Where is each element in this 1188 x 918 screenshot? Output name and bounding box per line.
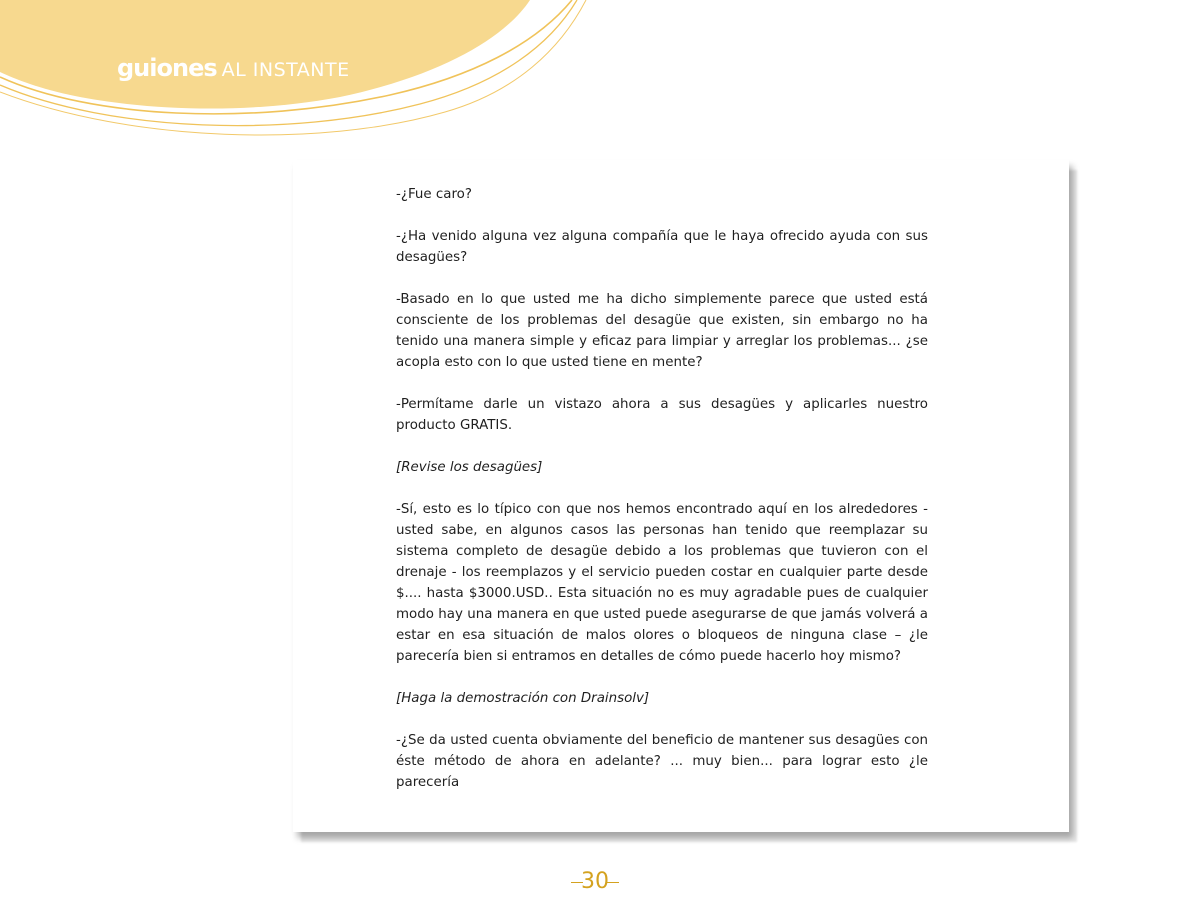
paragraph: -Basado en lo que usted me ha dicho simplemente parece que usted está consciente de los problemas del desagüe que existen, sin embargo no ha tenido una manera simple y eficaz para limpiar y arreglar los problemas... ¿se acopla esto con lo que usted tiene en mente?: [396, 292, 928, 370]
content-page: [293, 160, 1069, 832]
brand-logo: [117, 56, 350, 80]
page-number: 30: [581, 869, 609, 894]
brand-bold-text: guiones: [117, 54, 217, 82]
paragraph: -Permítame darle un vistazo ahora a sus desagües y aplicarles nuestro producto GRATIS.: [396, 397, 928, 433]
stage-direction: [Revise los desagües]: [396, 460, 543, 475]
paragraph: -¿Se da usted cuenta obviamente del beneficio de mantener sus desagües con éste método de ahora en adelante? ... muy bien... para lograr esto ¿le parecería: [396, 733, 928, 790]
stage-direction: [Haga la demostración con Drainsolv]: [396, 691, 650, 706]
paragraph: -¿Fue caro?: [396, 187, 472, 202]
brand-light-text: AL INSTANTE: [221, 59, 350, 81]
script-text: [396, 184, 928, 814]
paragraph: -¿Ha venido alguna vez alguna compañía que le haya ofrecido ayuda con sus desagües?: [396, 229, 928, 265]
paragraph: -Sí, esto es lo típico con que nos hemos encontrado aquí en los alrededores - usted sabe, en algunos casos las personas han tenido que reemplazar su sistema completo de desagüe debido a los problemas que tuvieron con el drenaje - los reemplazos y el servicio pueden costar en cualquier parte desde $.... hasta $3000.USD.. Esta situación no es muy agradable pues de cualquier modo hay una manera en que usted puede asegurarse de que jamás volverá a estar en esa situación de malos olores o bloqueos de ninguna clase – ¿le parecería bien si entramos en detalles de cómo puede hacerlo hoy mismo?: [396, 502, 928, 664]
